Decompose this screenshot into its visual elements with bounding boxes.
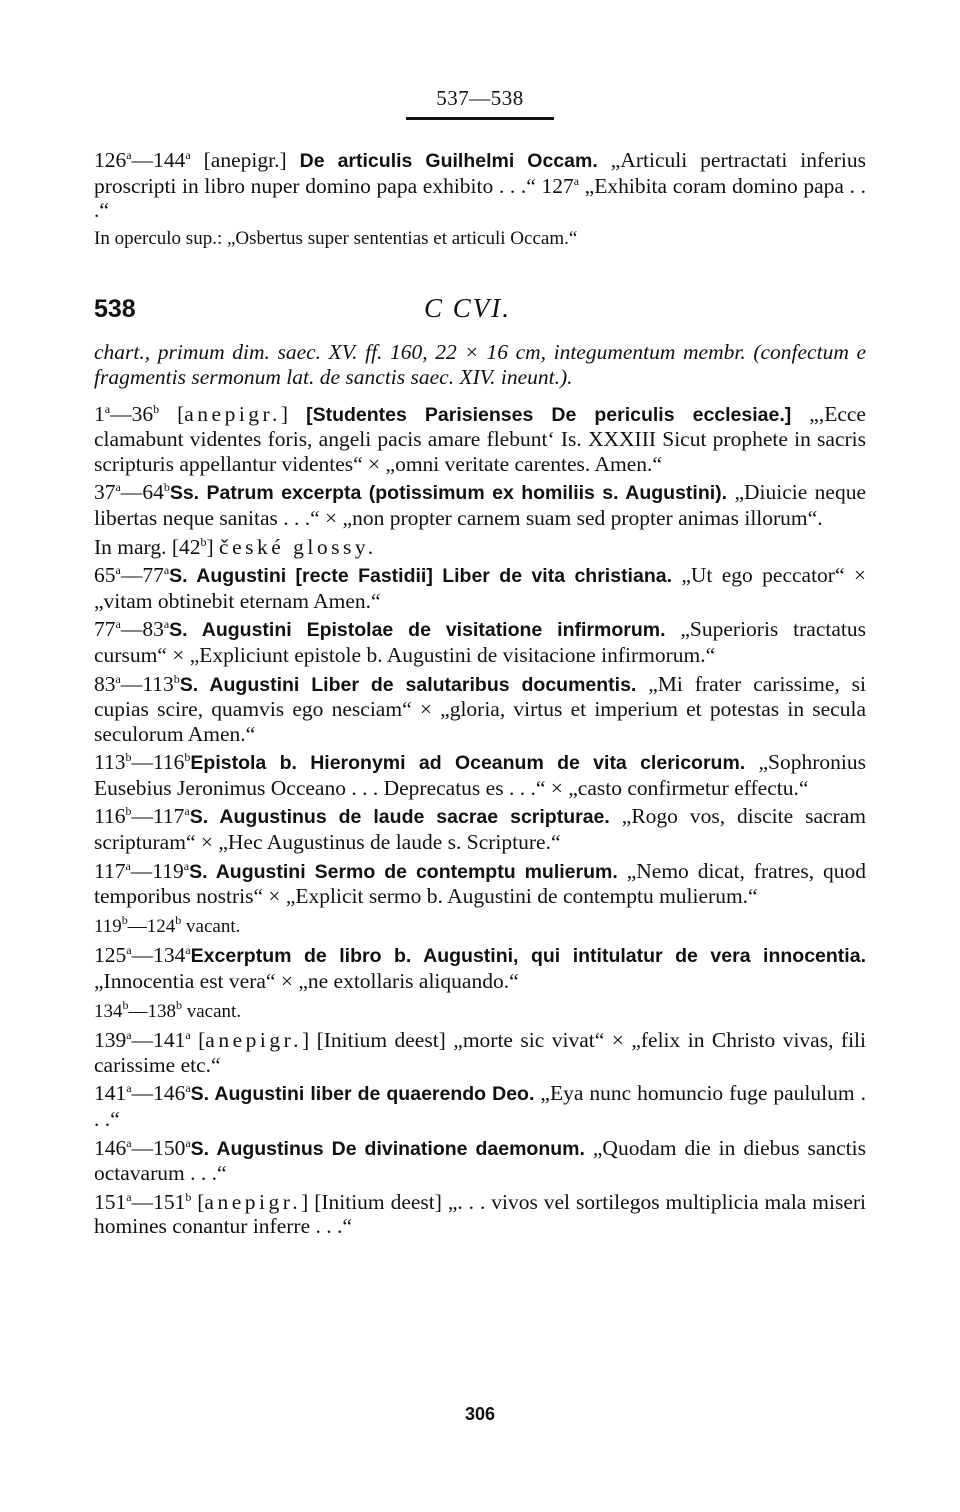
running-header: 537—538 [436,86,524,110]
folio-side: b [122,997,129,1012]
entry-tag: ] [301,1028,317,1053]
folio-end: —141 [131,1028,186,1053]
entry-text: „Nemo dicat, fratres, quod temporibus nostris“ × „Explicit sermo b. Augustini de contemptu mulierum.“ [94,858,866,909]
folio-side: b [125,750,132,765]
entry-title: Epistola b. Hieronymi ad Oceanum de vita clericorum. [190,752,746,775]
list-item [94,535,866,560]
folio-side: b [184,750,191,765]
list-item [94,998,866,1025]
entry-text: [Initium deest] „. . . vivos vel sortilegos multiplicia mala miseri homines conantur inferre . . .“ [94,1189,866,1239]
entry-text: „,Ecce clamabunt videntes foris, angeli pacis amare flebunt‘ Is. XXXIII Sicut prophete in sacris scripturis appellantur videntes“ × „omni veritate carentes. Amen.“ [94,401,866,476]
entry-title: S. Augustinus De divinatione daemonum. [190,1137,585,1160]
folio-side: a [115,480,121,495]
list-item [94,563,866,613]
entries-list [94,402,866,1239]
entry-text: vacant. [181,915,241,937]
folio-end: —146 [131,1081,186,1106]
entry-title: S. Augustinus de laude sacrae scripturae. [189,806,610,829]
folio-side: b [173,671,180,686]
entry-text: „Articuli pertractati inferius proscripti in libro nuper domino papa exhibito . . .“ 127 [94,148,866,198]
folio-side: a [125,858,131,873]
folio-start: 119 [94,915,122,937]
folio-side: a [126,1028,132,1043]
folio-side: a [185,943,191,958]
folio-start: 141 [94,1081,127,1106]
entry-title: De articulis Guilhelmi Occam. [299,150,598,172]
folio-side: a [183,858,190,873]
folio-start: 65 [94,563,116,588]
entry-text: „Ut ego peccator“ × „vitam obtinebit eternam Amen.“ [94,563,866,613]
entry-tag: anepigr. [184,401,281,426]
entry-title: Ss. Patrum excerpta (potissimum ex homiliis s. Augustini). [169,482,728,505]
entry-text: „Eya nunc homuncio fuge paululum . . .“ [94,1081,866,1131]
folio-start: 146 [94,1135,127,1160]
list-item [94,672,866,747]
entry-tag: anepigr. [204,1189,302,1214]
list-item [94,1028,866,1077]
folio-end: —119 [130,858,184,883]
folio-end: —83 [120,617,164,642]
list-item [94,913,866,940]
entry-text: „Diuicie neque libertas neque sanitas . . .“ × „non propter carnem suam sed propter animas illorum“. [94,480,866,530]
page-body [94,86,866,1239]
page-number: 306 [464,1404,496,1424]
folio-end: —116 [131,750,185,775]
entry-text: „Superioris tractatus cursum“ × „Expliciunt epistole b. Augustini de visitacione infirmorum.“ [94,617,866,667]
marginal-note-spaced: české glossy. [219,534,377,559]
entry-title: S. Augustini liber de quaerendo Deo. [190,1083,535,1106]
entry-tag: ] [280,401,307,426]
entry-tag: ] [301,1189,315,1214]
entry-tag: [anepigr.] [190,148,300,172]
manuscript-description: chart., primum dim. saec. XV. ff. 160, 22 × 16 cm, integumentum membr. (confectum e fragmentis sermonum lat. de sanctis saec. XIV. ineunt.). [94,340,866,389]
entry-text: [Initium deest] „morte sic vivat“ × „felix in Christo vivas, fili carissime etc.“ [94,1028,866,1077]
list-item [94,402,866,477]
folio-side: a [185,1135,191,1150]
folio-side: b [200,534,207,549]
folio-side: a [115,562,121,577]
folio-side: a [126,943,132,958]
manuscript-heading [94,293,866,324]
folio-start: 117 [94,858,126,883]
folio-side: a [104,401,111,416]
folio-start: 77 [94,617,116,642]
entry-tag: [ [159,401,185,426]
folio-side: a [185,147,191,162]
folio-end: —117 [131,804,185,829]
folio-side: a [126,1081,132,1096]
folio-end: —113 [120,671,174,696]
list-item [94,1190,866,1239]
folio-side: b [163,480,170,495]
folio-side: a [115,671,121,686]
entry-title: S. Augustini Liber de salutaribus documentis. [179,673,637,696]
folio-side: a [185,1081,191,1096]
folio-end: —124 [127,915,176,937]
entry-title: S. Augustini Epistolae de visitatione infirmorum. [169,619,666,642]
folio-side: b [185,1189,192,1204]
marginal-note: ] [206,534,220,559]
folio-side: b [175,912,182,927]
list-item [94,1081,866,1131]
folio-side: a [163,562,170,577]
folio-end: —77 [120,563,164,588]
entry-title: [Studentes Parisienses De periculis ecclesiae.] [306,403,792,426]
list-item [94,859,866,909]
folio-side: a [185,1028,191,1043]
folio-side: a [126,1135,132,1150]
entry-occam [94,148,866,223]
folio-end: —138 [128,1000,176,1022]
entry-tag: anepigr. [205,1028,302,1053]
entry-text: „Sophronius Eusebius Jeronimus Occeano . . . Deprecatus es . . .“ × „casto confirmetur effectu.“ [94,750,866,800]
entry-title: S. Augustini Sermo de contemptu mulierum. [189,860,618,883]
folio-side: b [125,804,132,819]
folio-start: 151 [94,1189,127,1214]
folio-side: b [176,997,182,1012]
entry-text: „Exhibita coram domino papa . . .“ [94,173,866,223]
entry-title: Excerptum de libro b. Augustini, qui intitulatur de vera innocentia. [190,945,866,968]
entry-text: „Mi frater carissime, si cupias scire, quamvis ego nesciam“ × „gloria, virtus et imperium et potestas in secula seculorum Amen.“ [94,671,866,746]
entry-text: vacant. [182,1000,242,1022]
folio-end: —134 [131,943,186,968]
entry-text: „Quodam die in diebus sanctis octavarum . . .“ [94,1135,866,1186]
folio-end: —36 [110,401,154,426]
folio-start: 139 [94,1028,127,1053]
folio-side: a [126,1189,132,1204]
entry-title: S. Augustini [recte Fastidii] Liber de vita christiana. [169,565,672,588]
folio-start: 1 [94,401,105,426]
folio-side: a [184,804,190,819]
marginal-note: In marg. [42 [94,534,201,559]
folio-end: —144 [131,148,186,172]
folio-start: 116 [94,804,126,829]
entry-text: „Innocentia est vera“ × „ne extollaris aliquando.“ [94,969,519,994]
entry-text: „Rogo vos, discite sacram scripturam“ × „Hec Augustinus de laude s. Scripture.“ [94,804,866,855]
folio-side: b [153,401,160,416]
folio-start: 37 [94,480,116,505]
folio-side: a [573,173,580,188]
entry-tag: [ [191,1189,205,1214]
folio-start: 125 [94,943,127,968]
folio-side: a [163,617,170,632]
folio-side: a [115,617,121,632]
manuscript-signature: C CVI. [424,293,512,324]
list-item [94,750,866,800]
folio-start: 134 [94,1000,123,1022]
folio-start: 83 [94,671,116,696]
manuscript-number: 538 [94,295,136,324]
folio-end: —150 [131,1135,186,1160]
folio-side: a [126,147,132,162]
list-item [94,804,866,854]
folio-start: 113 [94,750,126,775]
list-item [94,617,866,667]
folio-end: —151 [131,1189,186,1214]
folio-end: —64 [120,480,164,505]
list-item [94,480,866,530]
folio-side: b [121,912,128,927]
list-item [94,943,866,993]
operculum-note: In operculo sup.: „Osbertus super sententias et articuli Occam.“ [94,227,578,249]
folio-start: 126 [94,148,127,172]
entry-tag: [ [190,1028,206,1053]
list-item [94,1136,866,1186]
